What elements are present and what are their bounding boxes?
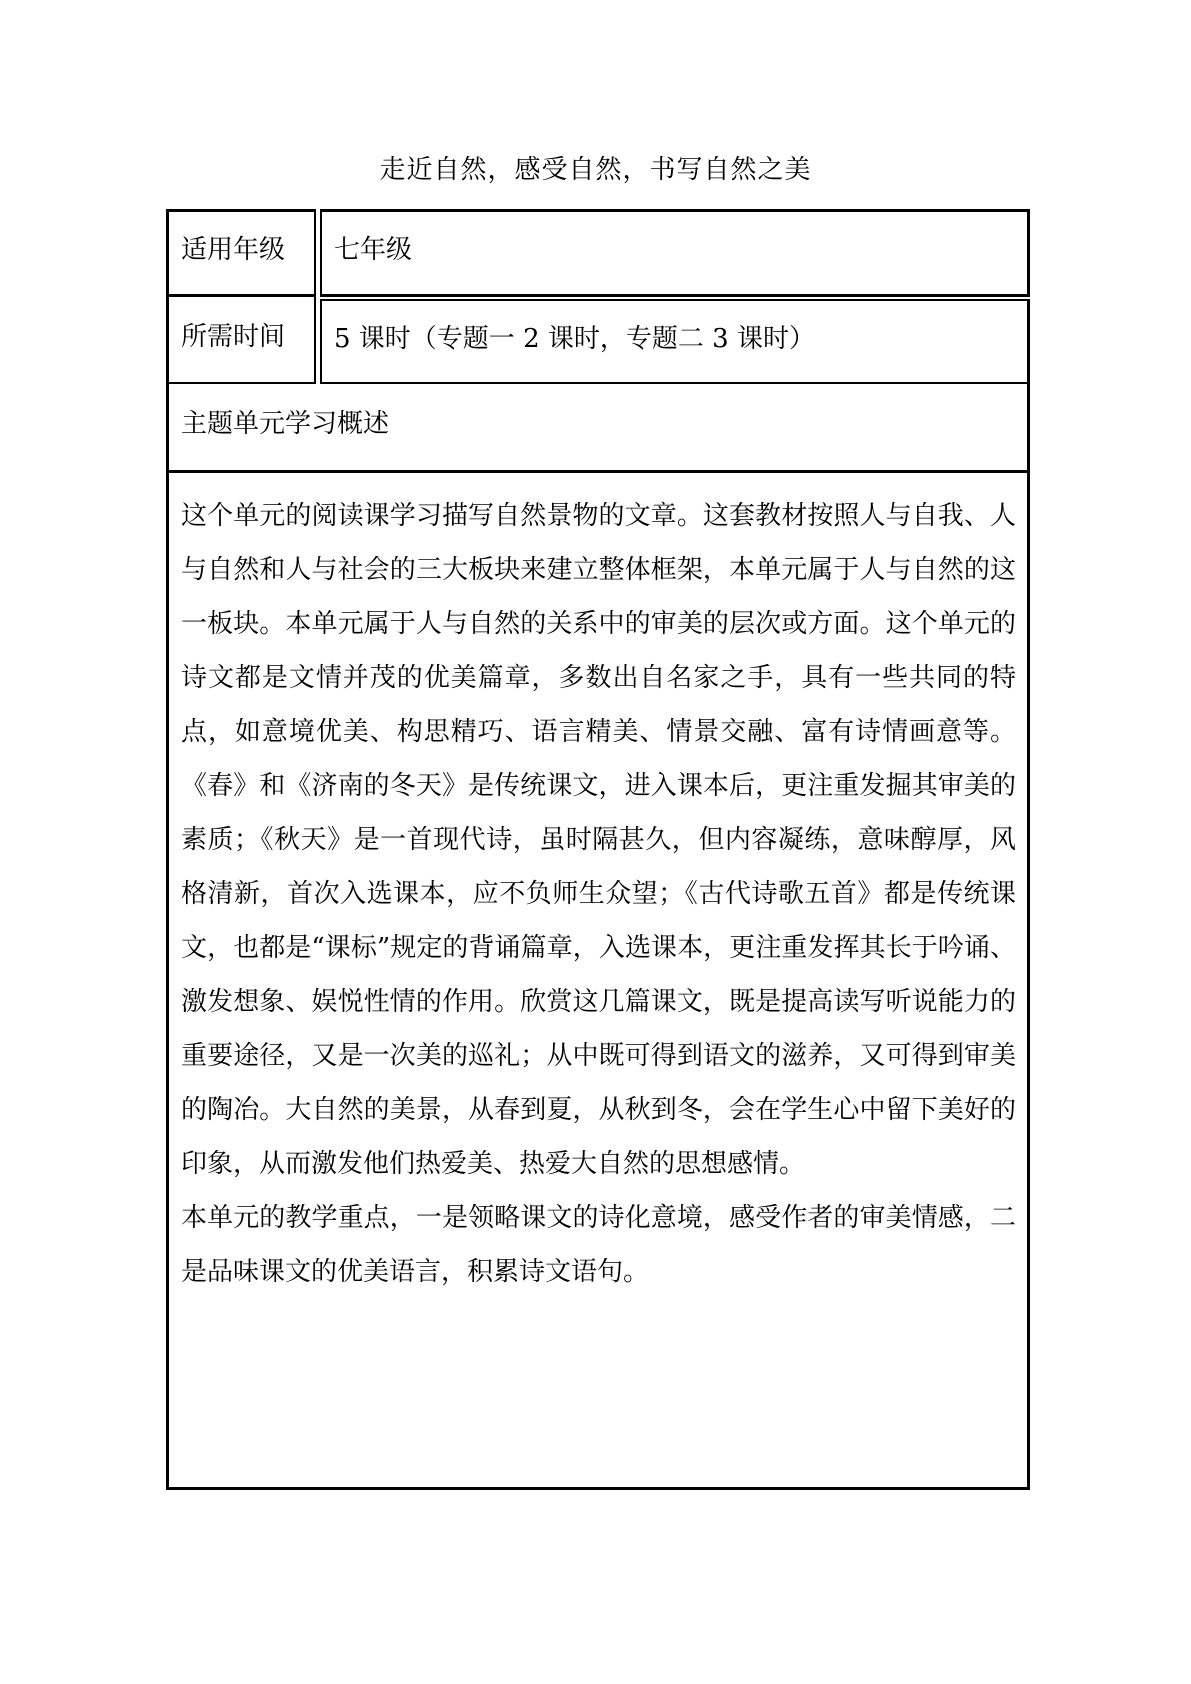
grade-value: 七年级 <box>320 209 1030 297</box>
summary-paragraph-1: 这个单元的阅读课学习描写自然景物的文章。这套教材按照人与自我、人与自然和人与社会的三大板块来建立整体框架，本单元属于人与自然的这一板块。本单元属于人与自然的关系中的审美的层次或方面。这个单元的诗文都是文情并茂的优美篇章，多数出自名家之手，具有一些共同的特点，如意境优美、构思精巧、语言精美、情景交融、富有诗情画意等。《春》和《济南的冬天》是传统课文，进入课本后，更注重发掘其审美的素质；《秋天》是一首现代诗，虽时隔甚久，但内容凝练，意味醇厚，风格清新，首次入选课本，应不负师生众望；《古代诗歌五首》都是传统课文，也都是“课标”规定的背诵篇章，入选课本，更注重发挥其长于吟诵、激发想象、娱悦性情的作用。欣赏这几篇课文，既是提高读写听说能力的重要途径，又是一次美的巡礼；从中既可得到语文的滋养，又可得到审美的陶冶。大自然的美景，从春到夏，从秋到冬，会在学生心中留下美好的印象，从而激发他们热爱美、热爱大自然的思想感情。 <box>181 501 1016 1179</box>
time-label: 所需时间 <box>166 297 316 384</box>
summary-heading: 主题单元学习概述 <box>166 384 1030 473</box>
grade-label: 适用年级 <box>166 209 316 297</box>
summary-paragraph-2: 本单元的教学重点，一是领略课文的诗化意境，感受作者的审美情感，二是品味课文的优美语言，积累诗文语句。 <box>181 1203 1016 1287</box>
time-value: 5 课时（专题一 2 课时，专题二 3 课时） <box>320 299 1030 384</box>
document-title: 走近自然，感受自然，书写自然之美 <box>379 155 812 185</box>
summary-body <box>166 473 1030 1490</box>
